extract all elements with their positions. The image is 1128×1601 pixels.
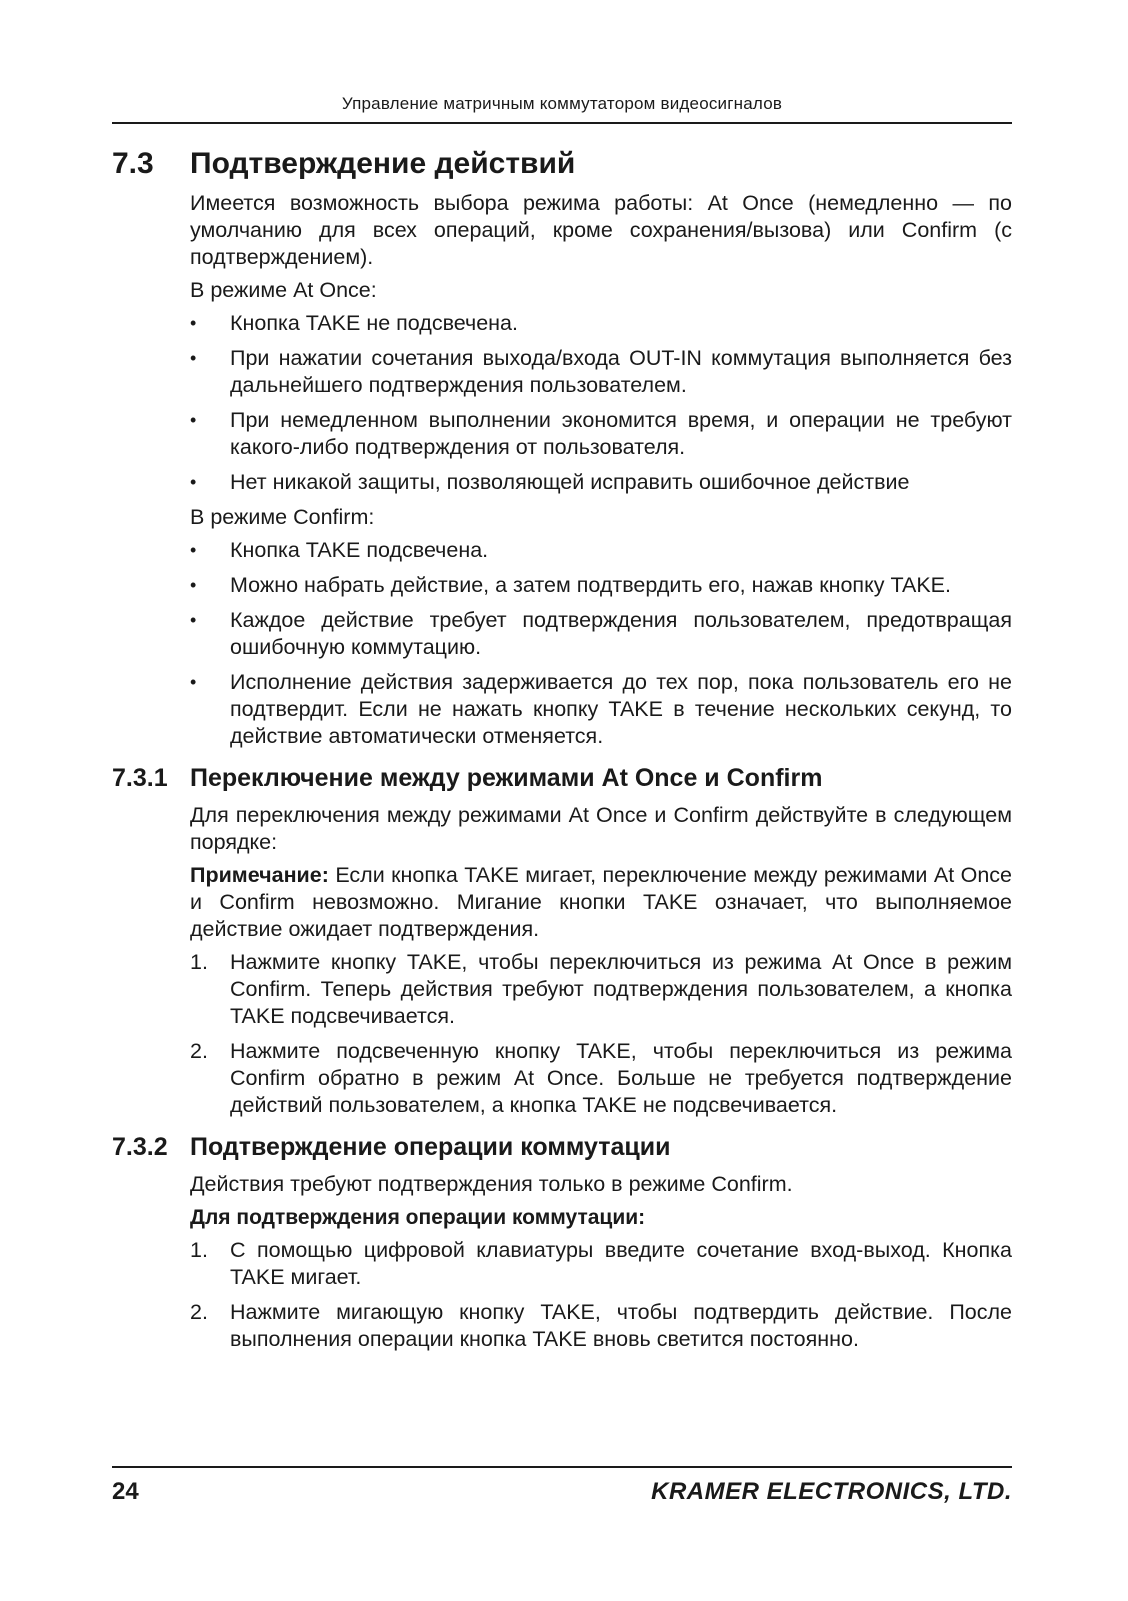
- subsection-body-1: [190, 802, 1012, 1119]
- step-list: [190, 949, 1012, 1119]
- section-intro: Имеется возможность выбора режима работы: At Once (немедленно — по умолчанию для всех операций, кроме сохранения/вызова) или Confirm (с подтверждением).: [190, 191, 1012, 269]
- list-item: [190, 607, 1012, 661]
- subsection-heading-1: [112, 762, 1012, 794]
- bullet-icon: •: [190, 348, 197, 368]
- bullet-icon: •: [190, 672, 197, 692]
- subsection-intro: Действия требуют подтверждения только в режиме Confirm.: [190, 1172, 793, 1196]
- list-item-text: При нажатии сочетания выхода/входа OUT-IN коммутация выполняется без дальнейшего подтверждения пользователем.: [230, 346, 1012, 397]
- subsection-heading-2: [112, 1131, 1012, 1163]
- running-header: Управление матричным коммутатором видеосигналов: [341, 94, 783, 113]
- list-item-text: Исполнение действия задерживается до тех пор, пока пользователь его не подтвердит. Если не нажать кнопку TAKE в течение нескольких секунд, то действие автоматически отменяется.: [230, 670, 1012, 748]
- subsection-title: Переключение между режимами At Once и Confirm: [190, 764, 823, 792]
- note-label: Примечание:: [190, 863, 329, 887]
- list-item-text: Можно набрать действие, а затем подтвердить его, нажав кнопку TAKE.: [230, 573, 951, 597]
- step-number: 2.: [190, 1300, 208, 1324]
- header-rule: [112, 122, 1012, 124]
- step-number: 1.: [190, 950, 208, 974]
- list-item-text: Нет никакой защиты, позволяющей исправить ошибочное действие: [230, 470, 910, 494]
- step-number: 2.: [190, 1039, 208, 1063]
- bullet-icon: •: [190, 575, 197, 595]
- subsection-body-2: [190, 1171, 1012, 1353]
- list-item: [190, 345, 1012, 399]
- bullet-icon: •: [190, 540, 197, 560]
- list-item-text: Каждое действие требует подтверждения пользователем, предотвращая ошибочную коммутацию.: [230, 608, 1012, 659]
- bullet-icon: •: [190, 610, 197, 630]
- footer-brand: KRAMER ELECTRONICS, LTD.: [651, 1478, 1012, 1505]
- step-number: 1.: [190, 1238, 208, 1262]
- list-item: [190, 1237, 1012, 1291]
- list-item: [190, 949, 1012, 1030]
- list-item: [190, 669, 1012, 750]
- list-item: [190, 1038, 1012, 1119]
- list-item-text: Кнопка TAKE подсвечена.: [230, 538, 489, 562]
- subsection-intro: Для переключения между режимами At Once и Confirm действуйте в следующем порядке:: [190, 803, 1012, 854]
- list-item: [190, 537, 1012, 564]
- list-item: [190, 1299, 1012, 1353]
- step-text: С помощью цифровой клавиатуры введите сочетание вход-выход. Кнопка TAKE мигает.: [230, 1238, 1012, 1289]
- bullet-icon: •: [190, 410, 197, 430]
- step-text: Нажмите подсвеченную кнопку TAKE, чтобы переключиться из режима Confirm обратно в режим At Once. Больше не требуется подтверждение действий пользователем, а кнопка TAKE не подсвечивается.: [230, 1039, 1012, 1117]
- list-item-text: При немедленном выполнении экономится время, и операции не требуют какого-либо подтверждения от пользователя.: [230, 408, 1012, 459]
- note-text: Если кнопка TAKE мигает, переключение между режимами At Once и Confirm невозможно. Мигание кнопки TAKE означает, что выполняемое действие ожидает подтверждения.: [190, 863, 1012, 941]
- list-item-text: Кнопка TAKE не подсвечена.: [230, 311, 518, 335]
- step-text: Нажмите кнопку TAKE, чтобы переключиться из режима At Once в режим Confirm. Теперь действия требуют подтверждения пользователем, а кнопка TAKE подсвечивается.: [230, 950, 1012, 1028]
- bullet-icon: •: [190, 472, 197, 492]
- subsection-title: Подтверждение операции коммутации: [190, 1133, 671, 1161]
- list-item: [190, 407, 1012, 461]
- at-once-label: В режиме At Once:: [190, 278, 377, 302]
- list-item: [190, 310, 1012, 337]
- step-text: Нажмите мигающую кнопку TAKE, чтобы подтвердить действие. После выполнения операции кнопка TAKE вновь светится постоянно.: [230, 1300, 1012, 1351]
- confirm-label: В режиме Confirm:: [190, 505, 375, 529]
- section-title: Подтверждение действий: [190, 147, 576, 180]
- section-heading: [112, 146, 1012, 182]
- procedure-title: Для подтверждения операции коммутации:: [190, 1206, 646, 1229]
- bullet-icon: •: [190, 313, 197, 333]
- page-content: [112, 146, 1012, 1361]
- subsection-number: 7.3.1: [112, 764, 168, 792]
- note: [190, 862, 1012, 943]
- step-list: [190, 1237, 1012, 1353]
- list-item: [190, 469, 1012, 496]
- section-number: 7.3: [112, 147, 154, 180]
- subsection-number: 7.3.2: [112, 1133, 168, 1161]
- footer-rule: [112, 1466, 1012, 1468]
- page-number: 24: [112, 1478, 139, 1505]
- confirm-bullet-list: [190, 537, 1012, 750]
- at-once-bullet-list: [190, 310, 1012, 496]
- list-item: [190, 572, 1012, 599]
- section-body: [190, 190, 1012, 750]
